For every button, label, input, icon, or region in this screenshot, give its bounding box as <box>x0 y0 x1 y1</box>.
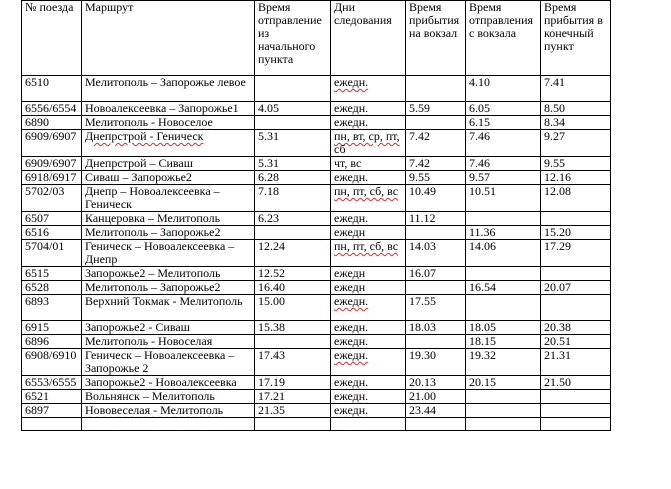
header-row <box>22 1 611 76</box>
cell-departure-origin <box>255 295 331 321</box>
cell-days <box>331 116 406 130</box>
cell-arrival-final <box>541 281 611 295</box>
cell-route-text: Мелитополь – Запорожье2 <box>85 280 221 294</box>
cell-days-text: ежедн <box>334 266 366 280</box>
cell-train-number-text: 6516 <box>25 225 49 239</box>
cell-train-number-text: 6515 <box>25 266 49 280</box>
cell-departure-origin <box>255 102 331 116</box>
cell-arrival-station-text: 23.44 <box>409 403 436 417</box>
table-row <box>22 418 611 431</box>
cell-arrival-station <box>406 418 466 431</box>
cell-arrival-station-text: 10.49 <box>409 184 436 198</box>
cell-departure-station <box>466 295 541 321</box>
table-row <box>22 240 611 267</box>
cell-route <box>82 418 255 431</box>
cell-departure-origin-text: 17.21 <box>258 389 285 403</box>
cell-departure-station-text: 14.06 <box>469 239 496 253</box>
cell-arrival-final-text: 8.50 <box>544 101 565 115</box>
cell-departure-origin <box>255 335 331 349</box>
cell-train-number-text: 5704/01 <box>25 239 65 253</box>
cell-arrival-station <box>406 157 466 171</box>
cell-route-text: Запорожье2 - Новоалексеевка <box>85 375 237 389</box>
cell-days-text: ежедн. <box>334 101 369 115</box>
cell-arrival-station <box>406 102 466 116</box>
cell-departure-origin <box>255 76 331 102</box>
cell-departure-station <box>466 376 541 390</box>
cell-days <box>331 76 406 102</box>
cell-departure-origin <box>255 240 331 267</box>
cell-arrival-final-text: 8.34 <box>544 115 565 129</box>
cell-arrival-final <box>541 76 611 102</box>
cell-departure-station-text: 16.54 <box>469 280 496 294</box>
table-row <box>22 349 611 376</box>
table-row <box>22 404 611 418</box>
cell-train-number <box>22 171 82 185</box>
cell-train-number <box>22 281 82 295</box>
cell-arrival-final <box>541 335 611 349</box>
cell-departure-station <box>466 267 541 281</box>
cell-departure-origin-text: 7.18 <box>258 184 279 198</box>
cell-route <box>82 267 255 281</box>
header-departure-station: Время отправления с вокзала <box>466 1 541 76</box>
cell-route-text: Мелитополь – Запорожье левое <box>85 75 246 89</box>
cell-arrival-station <box>406 404 466 418</box>
cell-route <box>82 335 255 349</box>
cell-train-number-text: 6890 <box>25 115 49 129</box>
cell-arrival-final-text: 15.20 <box>544 225 571 239</box>
cell-departure-station-text: 7.46 <box>469 129 490 143</box>
cell-train-number <box>22 157 82 171</box>
cell-days-text: пн, пт, сб, вс <box>334 239 399 253</box>
cell-train-number-text: 6528 <box>25 280 49 294</box>
cell-days-text: ежедн. <box>334 348 369 362</box>
cell-arrival-station-text: 11.12 <box>409 211 436 225</box>
cell-arrival-station <box>406 267 466 281</box>
cell-days-text: ежедн. <box>334 294 369 308</box>
header-arrival-station: Время прибытия на вокзал <box>406 1 466 76</box>
cell-train-number-text: 6909/6907 <box>25 129 77 143</box>
cell-route <box>82 376 255 390</box>
cell-arrival-station <box>406 281 466 295</box>
cell-departure-station-text: 10.51 <box>469 184 496 198</box>
cell-departure-station-text: 11.36 <box>469 225 496 239</box>
cell-arrival-final <box>541 404 611 418</box>
cell-days-text: ежедн. <box>334 403 369 417</box>
cell-departure-origin <box>255 418 331 431</box>
cell-departure-station-text: 6.05 <box>469 101 490 115</box>
cell-route <box>82 321 255 335</box>
cell-departure-station <box>466 102 541 116</box>
cell-days-text: ежедн. <box>334 75 369 89</box>
cell-departure-station <box>466 157 541 171</box>
header-departure-origin: Время отправление из начального пункта <box>255 1 331 76</box>
cell-arrival-station-text: 20.13 <box>409 375 436 389</box>
cell-route <box>82 130 255 157</box>
cell-days-text: ежедн. <box>334 170 369 184</box>
cell-departure-origin <box>255 185 331 212</box>
cell-arrival-final-text: 9.27 <box>544 129 565 143</box>
cell-arrival-station-text: 17.55 <box>409 294 436 308</box>
cell-arrival-final <box>541 321 611 335</box>
cell-route-text: Геническ – Новоалексеевка – Днепр <box>85 239 235 266</box>
table-row <box>22 281 611 295</box>
cell-arrival-station <box>406 76 466 102</box>
cell-arrival-station <box>406 185 466 212</box>
cell-days <box>331 102 406 116</box>
cell-days-text: ежедн. <box>334 389 369 403</box>
cell-days <box>331 267 406 281</box>
cell-route <box>82 157 255 171</box>
table-row <box>22 102 611 116</box>
cell-train-number-text: 6918/6917 <box>25 170 77 184</box>
table-row <box>22 171 611 185</box>
cell-days-text: ежедн. <box>334 211 369 225</box>
cell-days-text: ежедн. <box>334 320 369 334</box>
cell-days-text: ежедн. <box>334 375 369 389</box>
cell-departure-origin <box>255 390 331 404</box>
cell-arrival-final <box>541 102 611 116</box>
cell-departure-origin-text: 4.05 <box>258 101 279 115</box>
cell-arrival-final <box>541 418 611 431</box>
table-row <box>22 321 611 335</box>
cell-departure-station <box>466 76 541 102</box>
cell-train-number <box>22 240 82 267</box>
cell-arrival-final <box>541 130 611 157</box>
cell-arrival-station-text: 5.59 <box>409 101 430 115</box>
table-row <box>22 157 611 171</box>
cell-train-number <box>22 226 82 240</box>
cell-days <box>331 390 406 404</box>
cell-departure-station <box>466 349 541 376</box>
cell-departure-station <box>466 390 541 404</box>
cell-arrival-station-text: 18.03 <box>409 320 436 334</box>
cell-departure-station <box>466 226 541 240</box>
cell-departure-origin <box>255 171 331 185</box>
cell-days-text: ежедн. <box>334 334 369 348</box>
cell-days-text: ежедн <box>334 280 366 294</box>
cell-route <box>82 76 255 102</box>
cell-arrival-station <box>406 116 466 130</box>
cell-arrival-final-text: 20.51 <box>544 334 571 348</box>
header-arrival-final: Время прибытия в конечный пункт <box>541 1 611 76</box>
cell-departure-station <box>466 212 541 226</box>
cell-train-number-text: 6915 <box>25 320 49 334</box>
cell-route <box>82 295 255 321</box>
cell-arrival-final-text: 20.07 <box>544 280 571 294</box>
cell-arrival-final-text: 20.38 <box>544 320 571 334</box>
header-train-number: № поезда <box>22 1 82 76</box>
cell-route-text: Мелитополь – Запорожье2 <box>85 225 221 239</box>
cell-days <box>331 281 406 295</box>
table-row <box>22 226 611 240</box>
cell-route-text: Запорожье2 – Мелитополь <box>85 266 221 280</box>
cell-arrival-final-text: 21.50 <box>544 375 571 389</box>
cell-departure-station <box>466 281 541 295</box>
cell-days <box>331 226 406 240</box>
cell-route <box>82 226 255 240</box>
cell-train-number <box>22 102 82 116</box>
cell-departure-origin-text: 12.24 <box>258 239 285 253</box>
cell-departure-origin-text: 21.35 <box>258 403 285 417</box>
cell-train-number-text: 6896 <box>25 334 49 348</box>
cell-departure-station-text: 4.10 <box>469 75 490 89</box>
cell-departure-station-text: 9.57 <box>469 170 490 184</box>
cell-departure-origin-text: 5.31 <box>258 156 279 170</box>
cell-days <box>331 212 406 226</box>
cell-departure-station <box>466 171 541 185</box>
cell-arrival-final <box>541 157 611 171</box>
cell-arrival-station <box>406 295 466 321</box>
cell-train-number <box>22 295 82 321</box>
cell-arrival-final-text: 12.08 <box>544 184 571 198</box>
cell-departure-origin-text: 12.52 <box>258 266 285 280</box>
cell-route <box>82 102 255 116</box>
cell-arrival-station-text: 9.55 <box>409 170 430 184</box>
cell-departure-station <box>466 185 541 212</box>
table-row <box>22 267 611 281</box>
cell-departure-origin <box>255 267 331 281</box>
cell-train-number <box>22 390 82 404</box>
cell-departure-origin <box>255 349 331 376</box>
cell-route <box>82 404 255 418</box>
cell-departure-origin-text: 6.23 <box>258 211 279 225</box>
cell-arrival-station-text: 14.03 <box>409 239 436 253</box>
cell-departure-station <box>466 321 541 335</box>
cell-arrival-station <box>406 130 466 157</box>
cell-departure-origin <box>255 321 331 335</box>
cell-days <box>331 130 406 157</box>
cell-route <box>82 390 255 404</box>
cell-departure-origin-text: 17.43 <box>258 348 285 362</box>
cell-train-number <box>22 212 82 226</box>
table-row <box>22 116 611 130</box>
cell-departure-origin-text: 15.00 <box>258 294 285 308</box>
cell-days <box>331 240 406 267</box>
cell-days <box>331 349 406 376</box>
cell-arrival-station <box>406 226 466 240</box>
cell-departure-station-text: 18.15 <box>469 334 496 348</box>
cell-arrival-final <box>541 240 611 267</box>
cell-arrival-station <box>406 240 466 267</box>
cell-departure-station-text: 7.46 <box>469 156 490 170</box>
cell-train-number-text: 6553/6555 <box>25 375 77 389</box>
cell-departure-origin <box>255 212 331 226</box>
cell-arrival-station-text: 16.07 <box>409 266 436 280</box>
cell-train-number <box>22 404 82 418</box>
cell-departure-station-text: 20.15 <box>469 375 496 389</box>
cell-train-number-text: 6521 <box>25 389 49 403</box>
cell-train-number <box>22 349 82 376</box>
table-row <box>22 76 611 102</box>
cell-arrival-final <box>541 212 611 226</box>
cell-arrival-station <box>406 321 466 335</box>
cell-train-number <box>22 335 82 349</box>
table-row <box>22 335 611 349</box>
cell-route-text: Мелитополь - Новоселая <box>85 334 213 348</box>
cell-arrival-final <box>541 267 611 281</box>
cell-days-text: ежедн. <box>334 115 369 129</box>
cell-arrival-final-text: 21.31 <box>544 348 571 362</box>
cell-arrival-station <box>406 376 466 390</box>
cell-departure-station-text: 19.32 <box>469 348 496 362</box>
cell-train-number <box>22 267 82 281</box>
cell-arrival-station-text: 21.00 <box>409 389 436 403</box>
cell-arrival-final <box>541 349 611 376</box>
cell-arrival-final <box>541 376 611 390</box>
header-days: Дни следования <box>331 1 406 76</box>
cell-arrival-station-text: 7.42 <box>409 129 430 143</box>
cell-days <box>331 376 406 390</box>
cell-departure-origin-text: 6.28 <box>258 170 279 184</box>
cell-days <box>331 157 406 171</box>
cell-route-text: Днепрстрой - Геническ <box>85 129 204 143</box>
cell-days <box>331 321 406 335</box>
cell-arrival-final <box>541 226 611 240</box>
cell-departure-origin <box>255 130 331 157</box>
cell-route-text: Канцеровка – Мелитополь <box>85 211 221 225</box>
cell-route-text: Геническ – Новоалексеевка – Запорожье 2 <box>85 348 235 375</box>
table-row <box>22 130 611 157</box>
cell-departure-origin <box>255 281 331 295</box>
cell-departure-station <box>466 240 541 267</box>
cell-train-number <box>22 116 82 130</box>
cell-departure-station <box>466 116 541 130</box>
cell-departure-origin-text: 5.31 <box>258 129 279 143</box>
cell-route-text: Мелитополь - Новоселое <box>85 115 213 129</box>
table-row <box>22 376 611 390</box>
cell-route <box>82 116 255 130</box>
cell-departure-origin <box>255 116 331 130</box>
cell-route <box>82 349 255 376</box>
cell-route <box>82 212 255 226</box>
cell-arrival-station <box>406 390 466 404</box>
cell-arrival-station-text: 7.42 <box>409 156 430 170</box>
table-row <box>22 185 611 212</box>
cell-arrival-final <box>541 390 611 404</box>
cell-route <box>82 240 255 267</box>
cell-arrival-final <box>541 295 611 321</box>
cell-arrival-station <box>406 335 466 349</box>
cell-days-text: чт, вс <box>334 156 362 170</box>
cell-train-number <box>22 418 82 431</box>
cell-route-text: Запорожье2 - Сиваш <box>85 320 190 334</box>
cell-route-text: Днепрстрой – Сиваш <box>85 156 193 170</box>
cell-route <box>82 171 255 185</box>
cell-departure-origin <box>255 226 331 240</box>
cell-train-number-text: 6908/6910 <box>25 348 77 362</box>
cell-departure-origin-text: 17.19 <box>258 375 285 389</box>
cell-departure-origin <box>255 404 331 418</box>
cell-departure-station <box>466 130 541 157</box>
cell-days <box>331 295 406 321</box>
cell-departure-origin <box>255 376 331 390</box>
cell-train-number-text: 6556/6554 <box>25 101 77 115</box>
cell-route <box>82 281 255 295</box>
cell-train-number <box>22 130 82 157</box>
cell-arrival-final <box>541 116 611 130</box>
table-row <box>22 390 611 404</box>
cell-train-number <box>22 321 82 335</box>
cell-days-text: пн, пт, сб, вс <box>334 184 399 198</box>
cell-days <box>331 335 406 349</box>
cell-arrival-final-text: 9.55 <box>544 156 565 170</box>
cell-train-number-text: 5702/03 <box>25 184 65 198</box>
header-route: Маршрут <box>82 1 255 76</box>
cell-days <box>331 404 406 418</box>
cell-train-number-text: 6909/6907 <box>25 156 77 170</box>
cell-route-text: Вольнянск – Мелитополь <box>85 389 215 403</box>
cell-route-text: Новоалексеевка – Запорожье1 <box>85 101 239 115</box>
cell-train-number-text: 6893 <box>25 294 49 308</box>
cell-arrival-station-text: 19.30 <box>409 348 436 362</box>
cell-days <box>331 418 406 431</box>
cell-arrival-station <box>406 212 466 226</box>
cell-route-text: Нововеселая - Мелитополь <box>85 403 224 417</box>
cell-arrival-station <box>406 349 466 376</box>
cell-days <box>331 185 406 212</box>
cell-route-text: Верхний Токмак - Мелитополь <box>85 294 243 308</box>
cell-train-number <box>22 185 82 212</box>
cell-arrival-final <box>541 171 611 185</box>
cell-arrival-final <box>541 185 611 212</box>
cell-route-text: Днепр – Новоалексеевка – Геническ <box>85 184 220 211</box>
cell-departure-station <box>466 418 541 431</box>
cell-arrival-final-text: 12.16 <box>544 170 571 184</box>
cell-departure-origin <box>255 157 331 171</box>
train-schedule-table <box>21 0 611 431</box>
cell-arrival-final-text: 17.29 <box>544 239 571 253</box>
cell-route-text: Сиваш – Запорожье2 <box>85 170 192 184</box>
cell-departure-origin-text: 15.38 <box>258 320 285 334</box>
cell-train-number-text: 6510 <box>25 75 49 89</box>
cell-departure-station <box>466 404 541 418</box>
table-row <box>22 295 611 321</box>
cell-train-number <box>22 76 82 102</box>
cell-departure-station-text: 6.15 <box>469 115 490 129</box>
cell-departure-station <box>466 335 541 349</box>
cell-train-number <box>22 376 82 390</box>
cell-arrival-station <box>406 171 466 185</box>
cell-days <box>331 171 406 185</box>
table-row <box>22 212 611 226</box>
cell-train-number-text: 6507 <box>25 211 49 225</box>
cell-days-text: ежедн <box>334 225 366 239</box>
cell-arrival-final-text: 7.41 <box>544 75 565 89</box>
cell-days-text: пн, вт, ср, пт, сб <box>334 129 400 156</box>
cell-departure-station-text: 18.05 <box>469 320 496 334</box>
cell-route <box>82 185 255 212</box>
cell-train-number-text: 6897 <box>25 403 49 417</box>
cell-departure-origin-text: 16.40 <box>258 280 285 294</box>
